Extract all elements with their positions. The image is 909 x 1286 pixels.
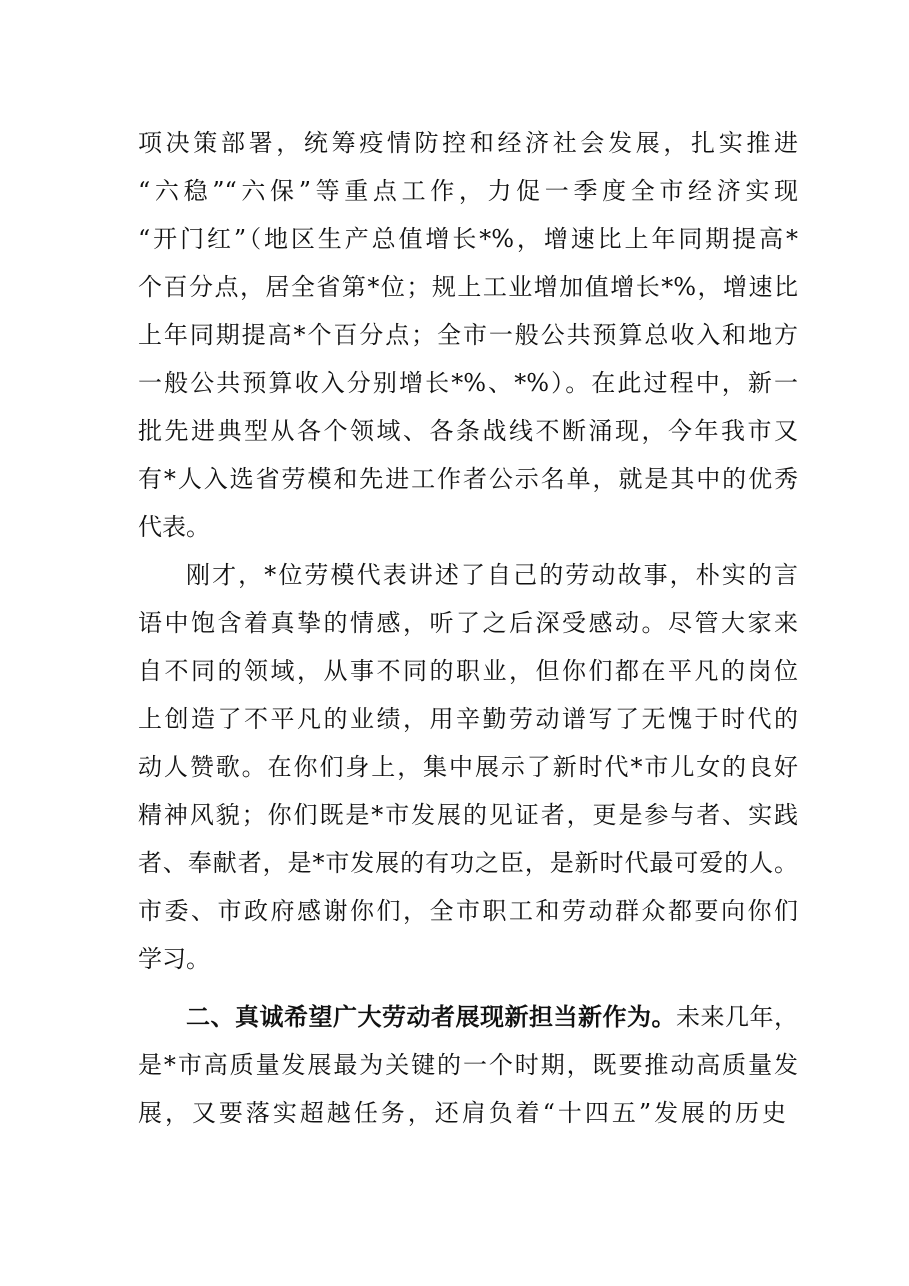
section-heading: 二、真诚希望广大劳动者展现新担当新作为。 bbox=[186, 1002, 676, 1031]
paragraph-line: 精神风貌；你们既是*市发展的见证者，更是参与者、实践 bbox=[138, 801, 798, 829]
paragraph-line: 刚才，*位劳模代表讲述了自己的劳动故事，朴实的言 bbox=[186, 561, 798, 589]
paragraph-line: 一般公共预算收入分别增长*%、*%）。在此过程中，新一 bbox=[138, 369, 798, 397]
paragraph-line: 上年同期提高*个百分点；全市一般公共预算总收入和地方 bbox=[138, 321, 798, 349]
paragraph-line: 市委、市政府感谢你们，全市职工和劳动群众都要向你们 bbox=[138, 897, 798, 925]
paragraph-line: 语中饱含着真挚的情感，听了之后深受感动。尽管大家来 bbox=[138, 609, 798, 637]
paragraph-line: 展，又要落实超越任务，还肩负着“十四五”发展的历史 bbox=[138, 1099, 786, 1127]
paragraph-line: 是*市高质量发展最为关键的一个时期，既要推动高质量发 bbox=[138, 1051, 798, 1079]
paragraph-line: 代表。 bbox=[138, 513, 210, 541]
paragraph-line: 上创造了不平凡的业绩，用辛勤劳动谱写了无愧于时代的 bbox=[138, 705, 798, 733]
paragraph-line: “开门红”（地区生产总值增长*%，增速比上年同期提高* bbox=[138, 225, 798, 253]
paragraph-line: 者、奉献者，是*市发展的有功之臣，是新时代最可爱的人。 bbox=[138, 849, 798, 877]
paragraph-line: 学习。 bbox=[138, 945, 210, 973]
paragraph-line: 项决策部署，统筹疫情防控和经济社会发展，扎实推进 bbox=[138, 129, 798, 157]
section-heading-tail: 未来几年， bbox=[676, 1003, 798, 1031]
section-heading-line bbox=[186, 1000, 798, 1034]
paragraph-line: 动人赞歌。在你们身上，集中展示了新时代*市儿女的良好 bbox=[138, 753, 798, 781]
paragraph-line: 个百分点，居全省第*位；规上工业增加值增长*%，增速比 bbox=[138, 273, 798, 301]
paragraph-line: 有*人入选省劳模和先进工作者公示名单，就是其中的优秀 bbox=[138, 465, 798, 493]
paragraph-line: 自不同的领域，从事不同的职业，但你们都在平凡的岗位 bbox=[138, 657, 798, 685]
paragraph-line: 批先进典型从各个领域、各条战线不断涌现，今年我市又 bbox=[138, 417, 798, 445]
paragraph-line: “六稳”“六保”等重点工作，力促一季度全市经济实现 bbox=[138, 177, 798, 205]
